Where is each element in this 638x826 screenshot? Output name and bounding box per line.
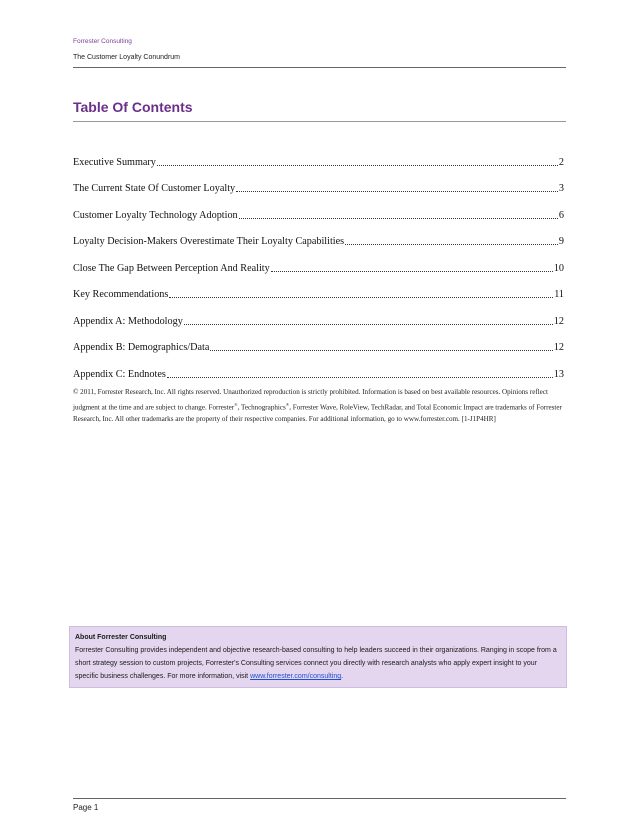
toc-entry-title: Customer Loyalty Technology Adoption (73, 209, 238, 221)
toc-entry-page: 12 (553, 315, 564, 327)
registered-mark: ® (285, 401, 290, 407)
toc-heading: Table Of Contents (73, 99, 193, 115)
toc-leader-dots (345, 244, 558, 245)
table-of-contents (73, 142, 564, 381)
toc-entry-page: 13 (553, 368, 564, 380)
toc-leader-dots (236, 191, 558, 192)
toc-entry[interactable] (73, 142, 564, 169)
toc-entry-page: 2 (558, 156, 564, 168)
toc-entry[interactable] (73, 301, 564, 328)
toc-entry[interactable] (73, 195, 564, 222)
toc-leader-dots (271, 271, 553, 272)
about-body: Forrester Consulting provides independent and objective research-based consulting to help leaders succeed in their organizations. Ranging in scope from a short strategy session to custom projects, Forrester's Consulting services connect you directly with research analysts who apply expert insight to your specific business challenges. For more information, visit (75, 647, 557, 680)
toc-entry-title: Close The Gap Between Perception And Reality (73, 262, 270, 274)
header-company-name: Forrester Consulting (73, 38, 132, 45)
toc-leader-dots (239, 218, 558, 219)
toc-leader-dots (169, 297, 553, 298)
toc-entry-page: 6 (558, 209, 564, 221)
toc-leader-dots (167, 377, 553, 378)
about-forrester-box (69, 626, 567, 688)
toc-entry-page: 12 (553, 342, 564, 353)
copyright-text-part1: © 2011, Forrester Research, Inc. All rights reserved. Unauthorized reproduction is strictly prohibited. Information is based on best available resources. Opinions reflect judgment at the time and are subject to change. Forrester (73, 388, 548, 411)
copyright-text-part2: , Technographics (237, 402, 286, 411)
toc-entry-title: Loyalty Decision-Makers Overestimate Their Loyalty Capabilities (73, 236, 345, 247)
header-divider (73, 67, 566, 68)
toc-entry-page: 11 (554, 289, 564, 300)
toc-entry[interactable] (73, 275, 564, 302)
page-number: Page 1 (73, 803, 99, 812)
toc-entry-title: Appendix C: Endnotes (73, 368, 166, 380)
toc-entry-title: Key Recommendations (73, 289, 169, 300)
toc-entry-title: The Current State Of Customer Loyalty (73, 183, 236, 194)
consulting-link[interactable]: www.forrester.com/consulting (250, 673, 342, 680)
toc-entry[interactable] (73, 169, 564, 196)
toc-entry[interactable] (73, 354, 564, 381)
copyright-text-part3: , Forrester Wave, RoleView, TechRadar, and Total Economic Impact are trademarks of Forrester Research, Inc. All other trademarks are the property of their respective companies. For additional information, go to www.forrester.com. [1-J1P4HR] (73, 402, 562, 424)
footer-divider (73, 798, 566, 799)
toc-entry-title: Appendix B: Demographics/Data (73, 342, 210, 353)
toc-entry-page: 3 (558, 183, 564, 194)
header-document-title: The Customer Loyalty Conundrum (73, 54, 180, 61)
toc-entry-title: Executive Summary (73, 156, 156, 168)
toc-leader-dots (157, 165, 558, 166)
toc-leader-dots (184, 324, 553, 325)
registered-mark: ® (234, 401, 238, 407)
toc-entry[interactable] (73, 328, 564, 355)
toc-entry-page: 9 (558, 236, 564, 247)
about-tail: . (341, 673, 344, 680)
toc-entry[interactable] (73, 222, 564, 249)
toc-entry[interactable] (73, 248, 564, 275)
toc-entry-page: 10 (553, 262, 564, 274)
copyright-notice (73, 386, 565, 426)
toc-entry-title: Appendix A: Methodology (73, 315, 183, 327)
about-heading: About Forrester Consulting (75, 634, 167, 641)
toc-leader-dots (210, 350, 552, 351)
toc-divider (73, 121, 566, 122)
